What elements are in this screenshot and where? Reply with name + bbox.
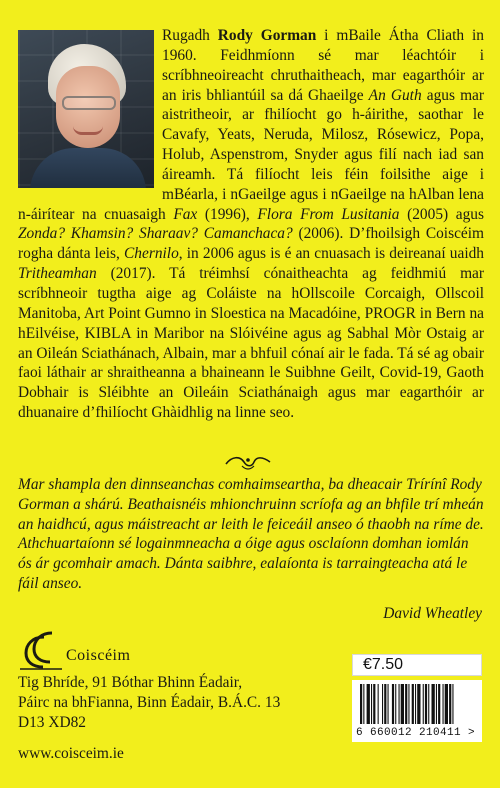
- barcode-bar: [360, 684, 362, 724]
- barcode-bar: [452, 684, 453, 724]
- barcode-bar: [423, 684, 424, 724]
- barcode: [352, 680, 482, 742]
- review-quote: Mar shampla den dinnseanchas comhaimseartha, ba dheacair Trírínî Rody Gorman a shárú. Beathaisnéis mhionchruinn scríofa ag an bhfile trí mheán an haidhcú, agus máistreacht ar leith le feiceáil anseo ó thaobh na ríme de. Athchuartaíonn sé logainmneacha a óige agus osclaíonn domhan iomlán ós ár gcomhair amach. Dánta saibhre, ealaíonta is tarraingteacha atá le fáil anseo.: [18, 476, 484, 592]
- author-bio: Rugadh Rody Gorman i mBaile Átha Cliath in 1960. Feidhmíonn sé mar léachtóir i scríbhneoireacht chruthaitheach, mar eagarthóir ar an iris bhliantúil sa dá Ghaeilge An Guth agus mar aistritheoir, ar fhilíocht go h-áirithe, saothar le Cavafy, Yeats, Neruda, Milosz, Rósewicz, Popa, Holub, Aspenstrom, Snyder agus filí nach iad san áireamh. Tá filíocht leis féin foilsithe aige i mBéarla, i nGaeilge agus i nGaeilge na hAlban lena n-áirítear na cnuasaigh Fax (1996), Flora From Lusitania (2005) agus Zonda? Khamsin? Sharaav? Camanchaca? (2006). D’fhoilsigh Coiscéim rogha dánta leis, Chernilo, in 2006 agus is é an cnuasach is deireanaí uaidh Tritheamhan (2017). Tá tréimhsí cónaitheachta ag feidhmiú mar scríbhneoir tugtha aige ag Coláiste na hOllscoile Corcaigh, Ollscoil Manitoba, Art Point Gumno in Sloestica na Macadóine, PROGR in Bern na hEilvéise, KIBLA in Maribor na Slóivéine agus ag Sabhal Mòr Ostaig ar an Oileán Sciathánach, Albain, mar a bhfuil cónaí air le fada. Tá sé ag obair faoi láthair ar shraitheanna a bhaineann le Suibhne Geilt, Covid-19, Gaoth Dobhair is Sléibhte an Oileáin Sciathánaigh agus mar eagarthóir ar dhuanaire d’fhilíocht Ghàidhlig na linne seo.: [18, 27, 484, 422]
- magazine-title: An Guth: [368, 86, 422, 104]
- barcode-bar: [438, 684, 440, 724]
- barcode-bar: [363, 684, 364, 724]
- publisher-website: www.coisceim.ie: [18, 745, 124, 762]
- barcode-bar: [445, 684, 448, 724]
- book-title: Chernilo: [124, 245, 179, 263]
- coisceim-logo-icon: [18, 631, 64, 671]
- barcode-bar: [408, 684, 409, 724]
- price-label: €7.50: [352, 654, 482, 676]
- barcode-bar: [384, 684, 386, 724]
- barcode-bar: [367, 684, 370, 724]
- barcode-bar: [415, 684, 416, 724]
- barcode-bar: [382, 684, 383, 724]
- barcode-bar: [412, 684, 414, 724]
- barcode-bar: [373, 684, 375, 724]
- barcode-bar: [395, 684, 396, 724]
- barcode-bar: [388, 684, 389, 724]
- barcode-bar: [425, 684, 427, 724]
- publisher-name: Coiscéim: [66, 647, 131, 664]
- barcode-bar: [432, 684, 435, 724]
- barcode-arrow: >: [468, 727, 476, 739]
- book-title: Zonda? Khamsin? Sharaav? Camanchaca?: [18, 225, 293, 243]
- book-title: Flora From Lusitania: [257, 205, 400, 223]
- barcode-bar: [443, 684, 444, 724]
- barcode-bar: [378, 684, 379, 724]
- barcode-bar: [428, 684, 429, 724]
- quote-attribution: David Wheatley: [383, 605, 482, 622]
- barcode-bar: [399, 684, 400, 724]
- barcode-bar: [401, 684, 404, 724]
- barcode-bar: [405, 684, 407, 724]
- flourish-ornament-icon: [222, 452, 274, 472]
- publisher-address-line: Tig Bhríde, 91 Bóthar Bhinn Éadair,: [18, 674, 243, 691]
- author-name: Rody Gorman: [217, 27, 317, 44]
- barcode-digits: 6 660012 210411 >: [356, 727, 476, 739]
- barcode-bar: [449, 684, 451, 724]
- barcode-bar: [371, 684, 372, 724]
- book-title: Tritheamhan: [18, 265, 97, 283]
- barcode-bar: [417, 684, 420, 724]
- barcode-bars: [352, 680, 482, 728]
- publisher-address-line: Páirc na bhFianna, Binn Éadair, B.Á.C. 13: [18, 694, 281, 711]
- barcode-bar: [392, 684, 394, 724]
- publisher-address-line: D13 XD82: [18, 714, 86, 731]
- book-title: Fax: [173, 205, 198, 223]
- publisher-block: [18, 632, 318, 764]
- barcode-bar: [436, 684, 437, 724]
